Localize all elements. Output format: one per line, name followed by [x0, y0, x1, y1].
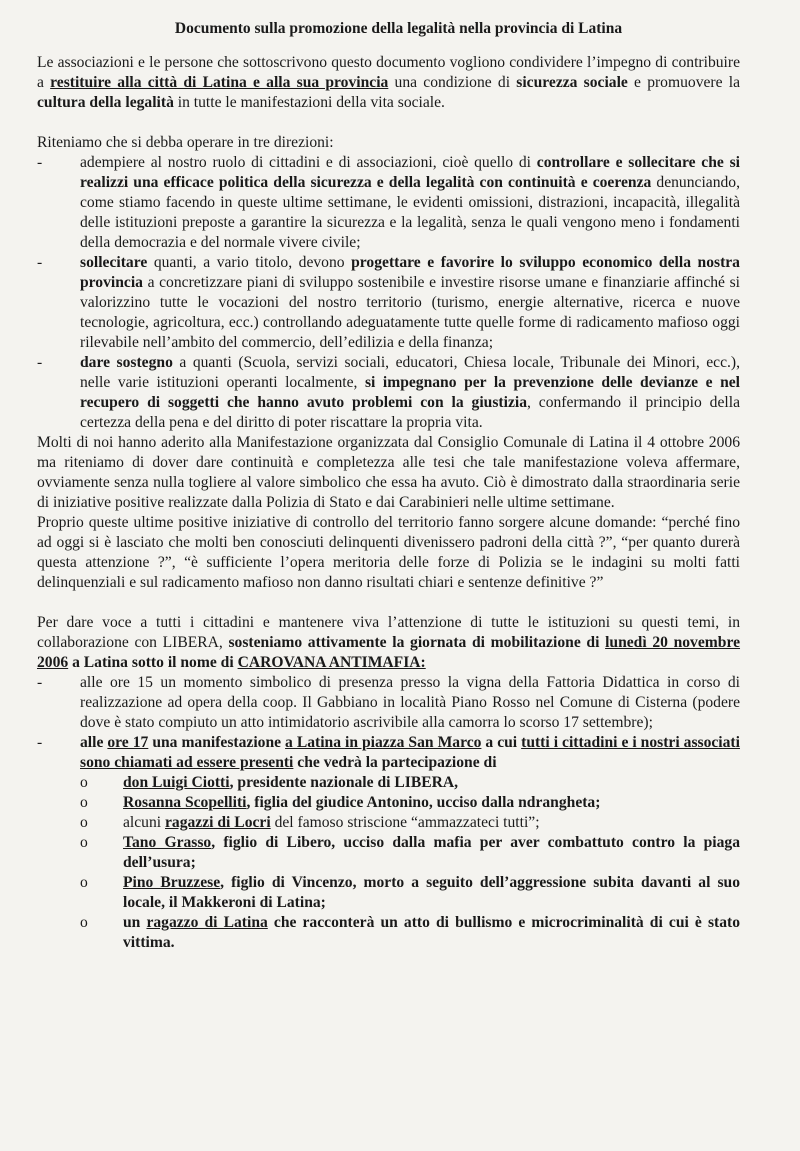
guest-item	[80, 913, 740, 953]
direction-emphasis: dare sostegno	[80, 354, 173, 371]
guest-name: ragazzi di Locri	[165, 814, 271, 831]
direction-text: quanti, a vario titolo, devono	[147, 254, 352, 271]
guest-item	[80, 873, 740, 913]
direction-text: a quanti (Scuola, servizi sociali, educatori, Chiesa locale, Tribunale dei Minori, ecc.), nelle varie istituzioni operanti localmente,	[80, 354, 740, 391]
guest-name: Tano Grasso	[123, 834, 212, 851]
guest-name: ragazzo di Latina	[146, 914, 268, 931]
event-text: che vedrà la partecipazione di	[293, 754, 497, 771]
event-call: tutti i cittadini e i nostri associati sono chiamati ad essere presenti	[80, 734, 740, 771]
event-text: a cui	[481, 734, 522, 751]
direction-text: adempiere al nostro ruolo di cittadini e di associazioni, cioè quello di	[80, 154, 537, 171]
intro-text: e promuovere la	[627, 74, 741, 91]
event-text: alle	[80, 734, 108, 751]
intro-emphasis-legality: cultura della legalità	[37, 94, 174, 111]
direction-item-3	[37, 353, 740, 433]
direction-emphasis: si impegnano per la prevenzione delle devianze e nel recupero di soggetti che hanno avuto problemi con la giustizia	[80, 374, 740, 411]
direction-emphasis: controllare e sollecitare che si realizzi una efficace politica della sicurezza e della legalità con continuità e coerenza	[80, 154, 740, 191]
guest-desc: , presidente nazionale di LIBERA,	[229, 774, 459, 791]
manifestation-paragraph: Molti di noi hanno aderito alla Manifestazione organizzata dal Consiglio Comunale di Latina il 4 ottobre 2006 ma riteniamo di dover dare continuità e completezza alle tesi che tale manifestazione voleva affermare, ovviamente senza nulla togliere al valore simbolico che essa ha avuto. Ciò è dimostrato dalla straordinaria serie di iniziative positive realizzate dalla Polizia di Stato e dai Carabinieri nelle ultime settimane.	[37, 434, 740, 511]
directions-list	[37, 153, 740, 433]
guest-item	[80, 793, 740, 813]
mobilization-date: lunedì 20 novembre 2006	[37, 634, 741, 671]
guest-desc: del famoso striscione “ammazzateci tutti”;	[270, 814, 540, 831]
guest-name: don Luigi Ciotti	[123, 774, 230, 791]
intro-paragraph	[37, 53, 740, 113]
event-item-2	[37, 733, 740, 953]
document-title: Documento sulla promozione della legalità nella provincia di Latina	[174, 20, 623, 37]
intro-text: in tutte le manifestazioni della vita sociale.	[173, 94, 445, 111]
event-item-1: - alle ore 15 un momento simbolico di presenza presso la vigna della Fattoria Didattica in corso di realizzazione ad opera della coop. Il Gabbiano in località Piano Rosso nel Comune di Cisterna (podere dove è stato compiuto un atto intimidatorio ascrivibile alla camorra lo scorso 17 settembre);	[37, 673, 740, 733]
intro-text: Le associazioni e le persone che sottoscrivono questo documento vogliono condividere l’impegno di contribuire a	[37, 54, 740, 91]
intro-emphasis-city: restituire alla città di Latina e alla sua provincia	[50, 74, 389, 91]
mobilization-emphasis: a Latina sotto il nome di	[68, 654, 238, 671]
directions-lead: Riteniamo che si debba operare in tre direzioni:	[37, 134, 334, 151]
mobilization-event-name: CAROVANA ANTIMAFIA:	[237, 654, 426, 671]
direction-text: a concretizzare piani di sviluppo sostenibile e investire risorse umane e finanziarie affinché si valorizzino tutte le vocazioni del nostro territorio (turismo, energie alternative, ricerca e nuove tecnologie, agricoltura, ecc.) controllando adeguatamente tutte quelle forme di radicamento mafioso oggi rilevabile nell’ambito del commercio, dell’edilizia e della finanza;	[80, 274, 740, 351]
event-text: una manifestazione	[148, 734, 286, 751]
guest-item	[80, 833, 740, 873]
direction-emphasis: sollecitare	[80, 254, 148, 271]
questions-paragraph: Proprio queste ultime positive iniziative di controllo del territorio fanno sorgere alcune domande: “perché fino ad oggi si è lasciato che molti ben conosciuti delinquenti divenissero padroni della città ?”, “per quanto durerà questa attenzione ?”, “è sufficiente l’opera meritoria delle forze di Polizia se le indagini su molti fatti delinquenziali e sul radicamento mafioso non danno risultati chiari e sentenze definitive ?”	[37, 514, 740, 591]
guest-desc: , figlio di Libero, ucciso dalla mafia per aver combattuto contro la piaga dell’usura;	[123, 834, 740, 871]
events-list	[37, 673, 740, 953]
guest-name: Rosanna Scopelliti	[123, 794, 247, 811]
guest-desc: che racconterà un atto di bullismo e microcriminalità di cui è stato vittima.	[123, 914, 740, 951]
guest-desc: , figlia del giudice Antonino, ucciso dalla ndrangheta;	[246, 794, 601, 811]
direction-text: , confermando il principio della certezza della pena e del diritto di poter riscattare la propria vita.	[80, 394, 740, 431]
guest-name: Pino Bruzzese	[123, 874, 221, 891]
guest-desc: , figlio di Vincenzo, morto a seguito dell’aggressione subita davanti al suo locale, il Makkeroni di Latina;	[123, 874, 740, 911]
direction-emphasis: progettare e favorire lo sviluppo economico della nostra provincia	[80, 254, 740, 291]
direction-item-2	[37, 253, 740, 353]
event-time: ore 17	[107, 734, 149, 751]
mobilization-text: Per dare voce a tutti i cittadini e mantenere viva l’attenzione di tutte le istituzioni su questi temi, in collaborazione con LIBERA,	[37, 614, 740, 651]
intro-emphasis-security: sicurezza sociale	[516, 74, 628, 91]
guest-desc: alcuni	[123, 814, 165, 831]
guest-item	[80, 773, 740, 793]
intro-text: una condizione di	[388, 74, 517, 91]
mobilization-emphasis: sosteniamo attivamente la giornata di mobilitazione di	[228, 634, 606, 651]
mobilization-paragraph	[37, 613, 740, 673]
guest-item	[80, 813, 740, 833]
event-location: a Latina in piazza San Marco	[285, 734, 482, 751]
direction-text: denunciando, come stiamo facendo in queste ultime settimane, le evidenti omissioni, distrazioni, incapacità, illegalità delle istituzioni preposte a garantire la sicurezza e la legalità, senza le quali vengono meno i fondamenti della democrazia e del normale vivere civile;	[80, 174, 740, 251]
guest-desc: un	[123, 914, 147, 931]
direction-item-1	[37, 153, 740, 253]
guests-list	[37, 773, 740, 953]
